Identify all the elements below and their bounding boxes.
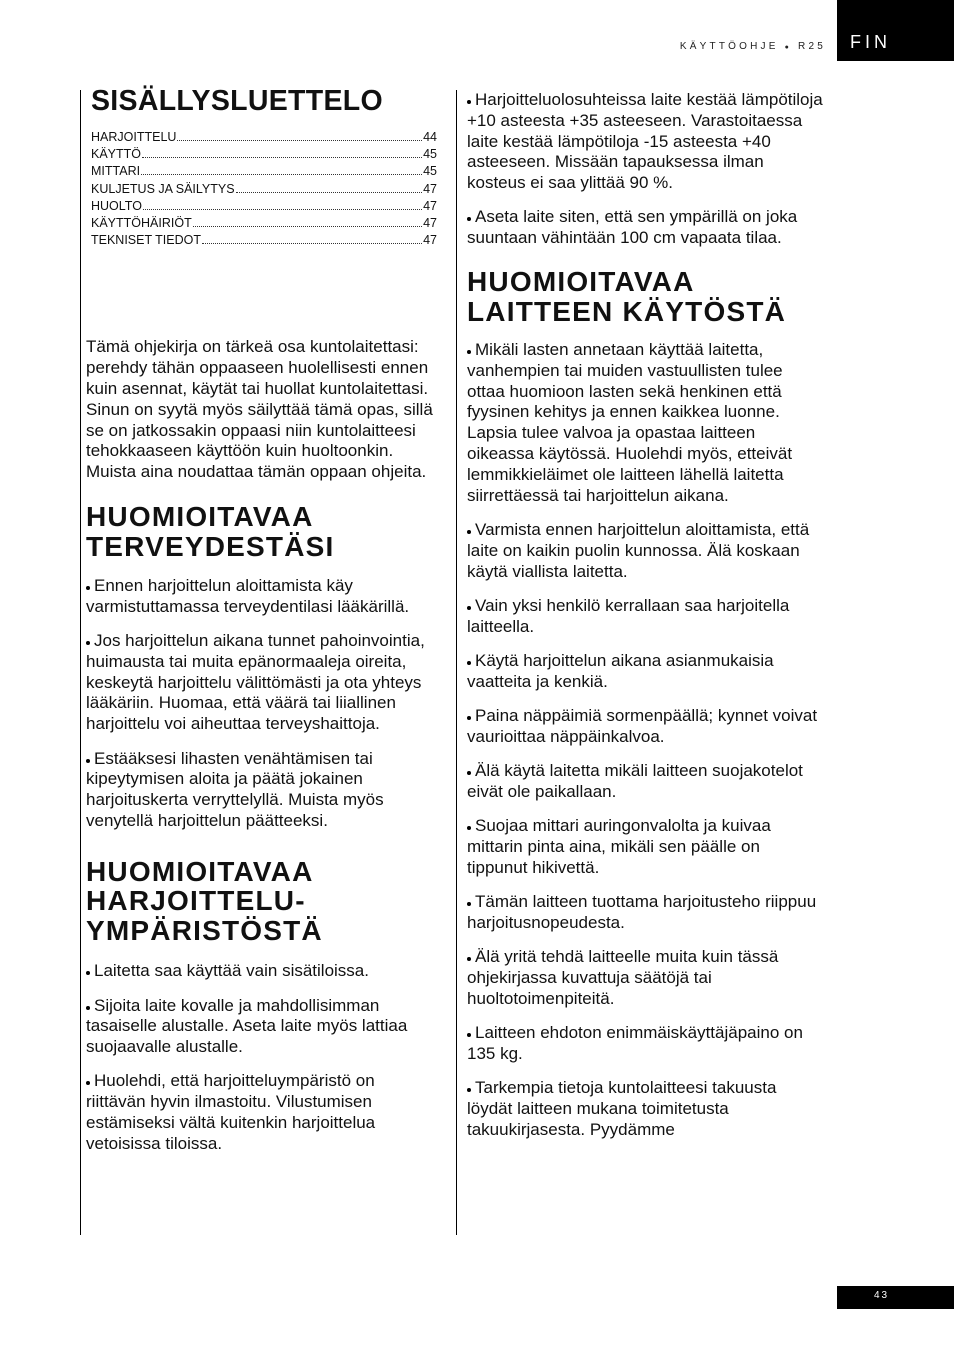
- list-item: Harjoitteluolosuhteissa laite kestää lämpötiloja +10 asteesta +35 asteeseen. Varastoitaessa laite kestää lämpötiloja -15 asteesta +40 asteeseen. Missään tapauksessa ilman kosteus ei saa ylittää 90 %.: [467, 90, 823, 193]
- bullet-icon: [467, 1088, 471, 1092]
- model-label: R25: [798, 41, 826, 52]
- page-number-tab: [837, 1286, 954, 1309]
- toc-leader: [141, 174, 422, 175]
- toc-item[interactable]: [91, 129, 437, 146]
- list-item: Tarkempia tietoja kuntolaitteesi takuusta löydät laitteen mukana toimitetusta takuukirjasesta. Pyydämme: [467, 1078, 777, 1139]
- bullet-icon: [467, 606, 471, 610]
- page-number: 43: [874, 1290, 890, 1301]
- bullet-icon: [86, 641, 90, 645]
- toc-leader: [202, 243, 422, 244]
- bullet-icon: [467, 100, 471, 104]
- section-heading-usage: HUOMIOITAVAA LAITTEEN KÄYTÖSTÄ: [467, 266, 787, 327]
- bullet-icon: [86, 1006, 90, 1010]
- bullet-icon: [467, 217, 471, 221]
- toc-item[interactable]: [91, 198, 437, 215]
- list-item: Laitetta saa käyttää vain sisätiloissa.: [86, 961, 438, 982]
- section-heading-health: HUOMIOITAVAA TERVEYDESTÄSI: [86, 501, 335, 562]
- list-item: Sijoita laite kovalle ja mahdollisimman tasaiselle alustalle. Aseta laite myös lattiaa suojaavalle alustalle.: [86, 995, 408, 1057]
- list-item: Varmista ennen harjoittelun aloittamista, että laite on kaikin puolin kunnossa. Älä koskaan käytä viallista laitetta.: [467, 519, 810, 581]
- toc-item[interactable]: [91, 232, 437, 249]
- separator-dot: ●: [784, 44, 793, 51]
- list-item: Älä käytä laitetta mikäli laitteen suojakotelot eivät ole paikallaan.: [467, 761, 803, 801]
- health-list: [86, 576, 438, 832]
- bullet-icon: [86, 971, 90, 975]
- left-column: [86, 84, 438, 1168]
- toc-item-page: 44: [423, 130, 437, 144]
- bullet-icon: [467, 957, 471, 961]
- toc-item[interactable]: [91, 181, 437, 198]
- bullet-icon: [467, 716, 471, 720]
- document-label: KÄYTTÖOHJE: [679, 41, 779, 52]
- bullet-icon: [467, 1033, 471, 1037]
- toc-item[interactable]: [91, 163, 437, 180]
- toc-item-label: KÄYTTÖ: [91, 147, 142, 162]
- list-item: Aseta laite siten, että sen ympärillä on joka suuntaan vähintään 100 cm vapaata tilaa.: [467, 207, 798, 248]
- toc-leader: [142, 157, 422, 158]
- toc-item-label: HUOLTO: [91, 198, 142, 213]
- usage-list: [467, 340, 823, 1141]
- table-of-contents: [91, 129, 437, 249]
- language-tab: [837, 0, 954, 61]
- list-item: Paina näppäimiä sormenpäällä; kynnet voivat vaurioittaa näppäinkalvoa.: [467, 706, 818, 746]
- toc-item[interactable]: [91, 146, 437, 163]
- right-column: [467, 90, 823, 1154]
- toc-leader: [236, 192, 423, 193]
- toc-leader: [177, 140, 422, 141]
- toc-item-page: 45: [423, 147, 437, 162]
- language-label: FIN: [850, 32, 891, 52]
- toc-item-page: 47: [423, 181, 437, 196]
- bullet-icon: [467, 661, 471, 665]
- middle-column-rule: [456, 90, 457, 1235]
- toc-item-label: KÄYTTÖHÄIRIÖT: [91, 216, 192, 231]
- list-item: Vain yksi henkilö kerrallaan saa harjoitella laitteella.: [467, 595, 790, 636]
- bullet-icon: [467, 826, 471, 830]
- toc-item[interactable]: [91, 215, 437, 232]
- toc-leader: [193, 226, 422, 227]
- bullet-icon: [86, 586, 90, 590]
- bullet-icon: [86, 759, 90, 763]
- bullet-icon: [467, 771, 471, 775]
- bullet-icon: [467, 350, 471, 354]
- list-item: Suojaa mittari auringonvalolta ja kuivaa mittarin pinta aina, mikäli sen päälle on tippunut hikivettä.: [467, 816, 771, 877]
- toc-leader: [143, 209, 422, 210]
- bullet-icon: [467, 530, 471, 534]
- list-item: Mikäli lasten annetaan käyttää laitetta, vanhempien tai muiden vastuullisten tulee ottaa huomioon lasten sekä henkinen että fyysinen kehitys ja ennen kaikkea luonne. Lapsia tulee valvoa ja opastaa laitteen oikeassa käytössä. Huolehdi myös, etteivät lemmikkieläimet ole laitteen lähellä laitetta siirrettäessä tai harjoittelun aikana.: [467, 340, 793, 505]
- left-column-rule: [80, 90, 81, 1235]
- toc-item-label: TEKNISET TIEDOT: [91, 233, 201, 248]
- toc-item-label: KULJETUS JA SÄILYTYS: [91, 181, 235, 196]
- toc-item-label: HARJOITTELU: [91, 130, 177, 144]
- toc-title: SISÄLLYSLUETTELO: [91, 85, 383, 117]
- list-item: Huolehdi, että harjoitteluympäristö on riittävän hyvin ilmastoitu. Vilustumisen estämiseksi vältä kuitenkin harjoittelua vetoisissa tiloissa.: [86, 1071, 376, 1153]
- list-item: Estääksesi lihasten venähtämisen tai kipeytymisen aloita ja päätä jokainen harjoituskerta verryttelyllä. Muista myös venytellä harjoittelun päätteeksi.: [86, 748, 384, 830]
- list-item: Laitteen ehdoton enimmäiskäyttäjäpaino on 135 kg.: [467, 1023, 803, 1063]
- toc-item-page: 47: [423, 198, 437, 213]
- list-item: Ennen harjoittelun aloittamista käy varmistuttamassa terveydentilasi lääkärillä.: [86, 576, 410, 616]
- toc-item-label: MITTARI: [91, 164, 141, 179]
- toc-item-page: 45: [423, 164, 437, 179]
- running-header: [680, 41, 826, 52]
- bullet-icon: [467, 902, 471, 906]
- toc-item-page: 47: [423, 216, 437, 231]
- bullet-icon: [86, 1081, 90, 1085]
- list-item: Käytä harjoittelun aikana asianmukaisia vaatteita ja kenkiä.: [467, 650, 774, 691]
- toc-item-page: 47: [423, 233, 437, 248]
- environment-list: [86, 961, 438, 1154]
- list-item: Tämän laitteen tuottama harjoitusteho riippuu harjoitusnopeudesta.: [467, 892, 817, 932]
- intro-paragraph: Tämä ohjekirja on tärkeä osa kuntolaitettasi: perehdy tähän oppaaseen huolellisesti ennen kuin asennat, käytät tai huollat kuntolaitettasi. Sinun on syytä myös säilyttää tämä opas, sillä se on jatkossakin oppaasi niin kuntolaitteesi tehokkaaseen käyttöön kuin huoltoonkin. Muista aina noudattaa tämän oppaan ohjeita.: [86, 337, 433, 482]
- section-heading-environment: HUOMIOITAVAA HARJOITTELU-YMPÄRISTÖSTÄ: [86, 855, 323, 946]
- list-item: Jos harjoittelun aikana tunnet pahoinvointia, huimausta tai muita epänormaaleja oireita, keskeytä harjoittelu välittömästi ja ota yhteys lääkäriin. Huomaa, että väärä tai liiallinen harjoittelu voi aiheuttaa terveyshaittoja.: [86, 631, 425, 734]
- environment-list-continued: [467, 90, 823, 249]
- list-item: Älä yritä tehdä laitteelle muita kuin tässä ohjekirjassa kuvattuja säätöjä tai huoltotoimenpiteitä.: [467, 947, 779, 1008]
